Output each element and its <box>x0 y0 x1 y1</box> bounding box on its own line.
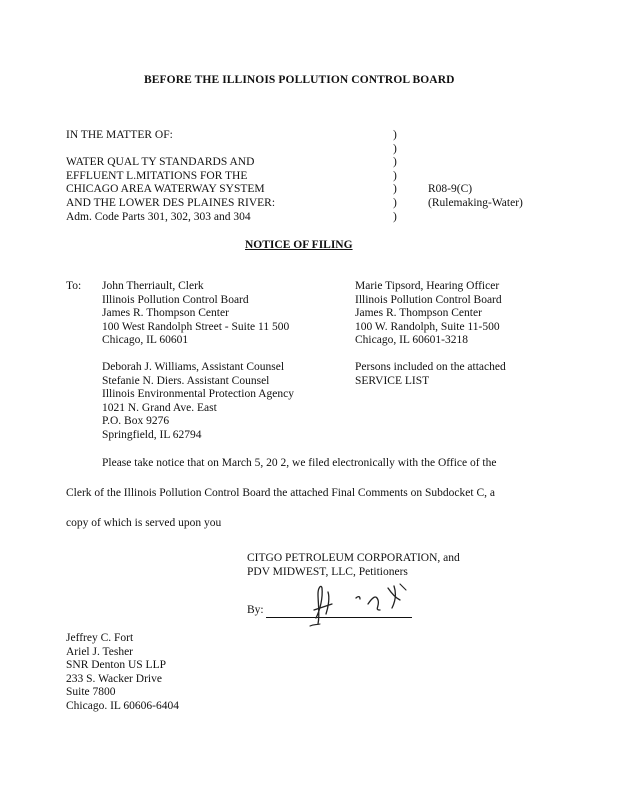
to-label: To: <box>66 280 82 292</box>
caption-parens <box>393 129 397 224</box>
counsel-line: Jeffrey C. Fort <box>66 632 134 644</box>
paren: ) <box>393 156 397 169</box>
address-line: John Therriault, Clerk <box>102 280 204 292</box>
addressee-clerk <box>102 280 289 348</box>
case-caption <box>66 129 275 224</box>
docket-number: R08-9(C) <box>428 183 473 195</box>
address-line: 1021 N. Grand Ave. East <box>102 401 217 414</box>
address-line: James R. Thompson Center <box>355 307 482 320</box>
paren: ) <box>393 210 397 223</box>
caption-line: Adm. Code Parts 301, 302, 303 and 304 <box>66 210 251 223</box>
caption-line <box>66 143 275 157</box>
by-label: By: <box>247 604 264 616</box>
address-line: 100 W. Randolph, Suite 11-500 <box>355 320 500 333</box>
address-line: Illinois Pollution Control Board <box>102 293 249 306</box>
caption-line: EFFLUENT L.MITATIONS FOR THE <box>66 169 248 182</box>
address-line: Stefanie N. Diers. Assistant Counsel <box>102 374 270 387</box>
counsel-line: Suite 7800 <box>66 686 116 699</box>
paren: ) <box>393 169 397 182</box>
caption-line: WATER QUAL TY STANDARDS AND <box>66 156 255 169</box>
address-line: Springfield, IL 62794 <box>102 428 202 441</box>
counsel-line: 233 S. Wacker Drive <box>66 672 162 685</box>
paren: ) <box>393 129 397 141</box>
body-line-2: Clerk of the Illinois Pollution Control Board the attached Final Comments on Subdocket C, a <box>66 487 495 499</box>
address-line: Deborah J. Williams, Assistant Counsel <box>102 361 285 373</box>
handwritten-signature <box>296 580 426 630</box>
party-line-2: PDV MIDWEST, LLC, Petitioners <box>247 566 408 578</box>
address-line: Marie Tipsord, Hearing Officer <box>355 280 500 292</box>
paren: ) <box>393 142 397 155</box>
address-line: Illinois Pollution Control Board <box>355 293 502 306</box>
notice-title: NOTICE OF FILING <box>245 239 353 251</box>
address-line: P.O. Box 9276 <box>102 415 170 428</box>
caption-line: IN THE MATTER OF: <box>66 129 173 141</box>
body-line-1: Please take notice that on March 5, 20 2, we filed electronically with the Office of the <box>102 457 497 469</box>
addressee-hearing-officer <box>355 280 502 348</box>
caption-line: AND THE LOWER DES PLAINES RIVER: <box>66 196 276 209</box>
body-line-3: copy of which is served upon you <box>66 517 222 529</box>
paren: ) <box>393 183 397 196</box>
caption-line: CHICAGO AREA WATERWAY SYSTEM <box>66 183 265 196</box>
page-title: BEFORE THE ILLINOIS POLLUTION CONTROL BOARD <box>144 74 455 86</box>
address-line: James R. Thompson Center <box>102 307 229 320</box>
address-line: Chicago, IL 60601-3218 <box>355 334 468 347</box>
address-line: SERVICE LIST <box>355 374 430 387</box>
counsel-line: SNR Denton US LLP <box>66 659 166 672</box>
address-line: 100 West Randolph Street - Suite 11 500 <box>102 320 290 333</box>
address-line: Persons included on the attached <box>355 361 506 373</box>
docket-type: (Rulemaking-Water) <box>428 197 523 209</box>
address-line: Illinois Environmental Protection Agency <box>102 388 294 401</box>
counsel-line: Ariel J. Tesher <box>66 645 134 658</box>
addressee-service-list <box>355 361 506 388</box>
counsel-line: Chicago. IL 60606-6404 <box>66 699 179 712</box>
party-line-1: CITGO PETROLEUM CORPORATION, and <box>247 552 460 564</box>
addressee-iepa <box>102 361 294 443</box>
address-line: Chicago, IL 60601 <box>102 334 189 347</box>
counsel-block <box>66 632 179 714</box>
paren: ) <box>393 196 397 209</box>
